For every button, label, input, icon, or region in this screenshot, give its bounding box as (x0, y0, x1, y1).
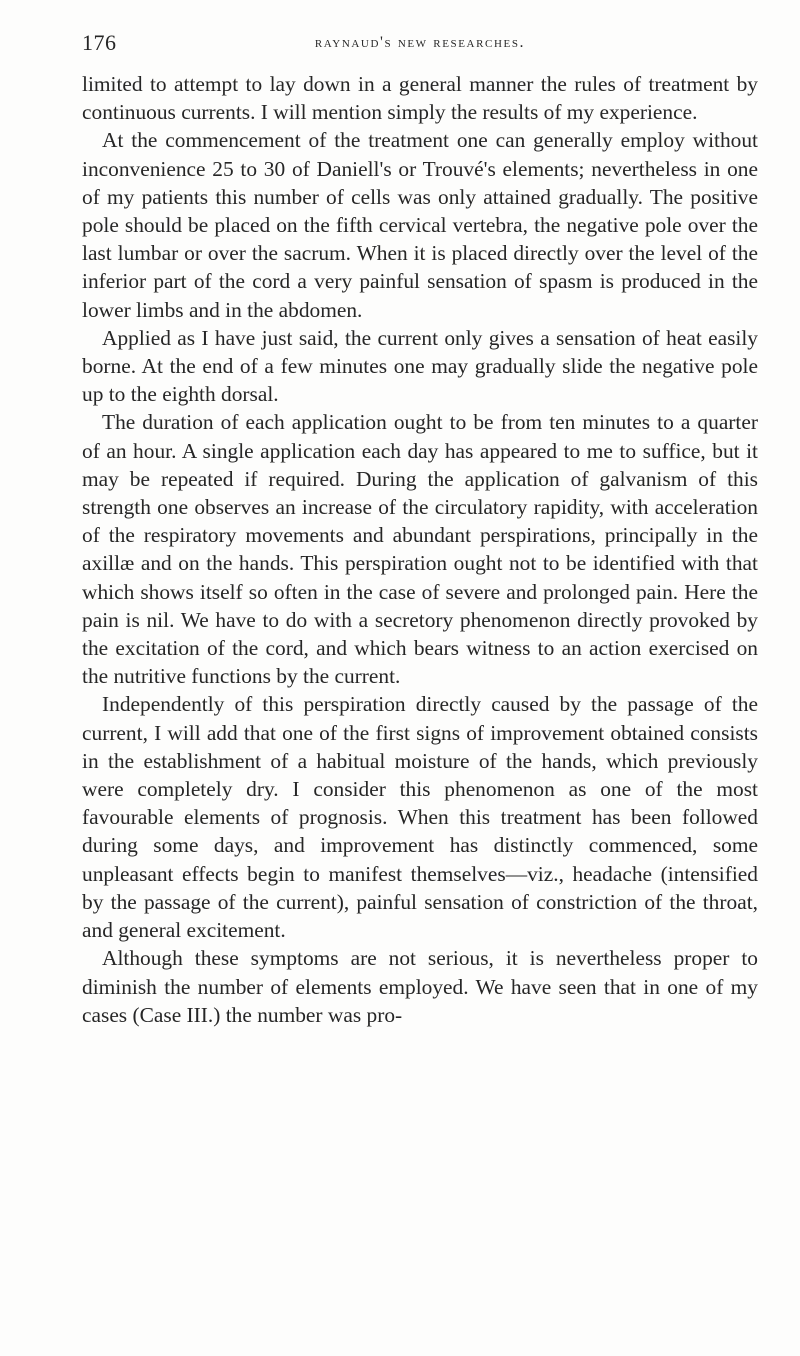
paragraph: Applied as I have just said, the current only gives a sensation of heat easily borne. At the end of a few minutes one may gradually slide the negative pole up to the eighth dorsal. (82, 325, 758, 407)
running-title: raynaud's new researches. (314, 34, 526, 51)
paragraph: Although these symptoms are not serious, it is nevertheless proper to diminish the number of elements employed. We have seen that in one of my cases (Case III.) the number was pro- (82, 946, 758, 1027)
paragraph: Independently of this perspiration directly caused by the passage of the current, I will add that one of the first signs of improvement obtained consists in the establishment of a habitual moisture of the hands, which previously were completely dry. I consider this phenomenon as one of the most favourable elements of prognosis. When this treatment has been followed during some days, and improvement has distinctly commenced, some unpleasant effects begin to manifest themselves—viz., headache (intensified by the passage of the current), painful sensation of constriction of the throat, and general excitement. (82, 692, 758, 943)
paragraph: limited to attempt to lay down in a general manner the rules of treatment by continuous currents. I will mention simply the results of my experience. (82, 72, 758, 125)
page-number: 176 (82, 30, 117, 55)
paragraph: The duration of each application ought to be from ten minutes to a quarter of an hour. A single application each day has appeared to me to suffice, but it may be repeated if required. During the application of galvanism of this strength one observes an increase of the circulatory rapidity, with acceleration of the respiratory movements and abundant perspirations, principally in the axillæ and on the hands. This perspiration ought not to be identified with that which shows itself so often in the case of severe and prolonged pain. Here the pain is nil. We have to do with a secretory phenomenon directly provoked by the excitation of the cord, and which bears witness to an action exercised on the nutritive functions by the current. (82, 410, 758, 689)
paragraph: At the commencement of the treatment one can generally employ without inconvenience 25 to 30 of Daniell's or Trouvé's elements; nevertheless in one of my patients this number of cells was only attained gradually. The positive pole should be placed on the fifth cervical vertebra, the negative pole over the last lumbar or over the sacrum. When it is placed directly over the level of the inferior part of the cord a very painful sensation of spasm is produced in the lower limbs and in the abdomen. (82, 128, 758, 322)
body-text (82, 70, 758, 1029)
running-head (82, 30, 758, 60)
